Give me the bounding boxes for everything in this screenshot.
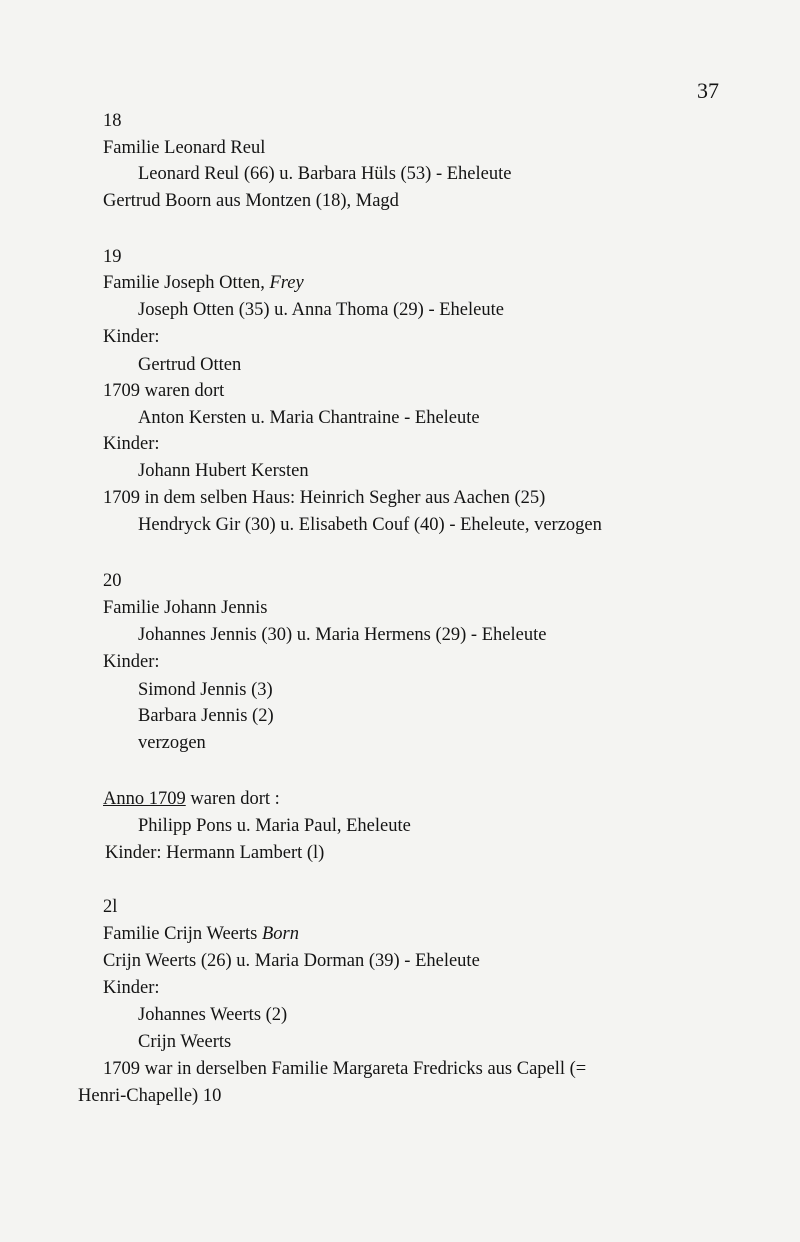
section-number: 18 xyxy=(103,111,122,131)
text-line: Kinder: Hermann Lambert (l) xyxy=(105,843,325,863)
text-line: Gertrud Boorn aus Montzen (18), Magd xyxy=(103,191,399,211)
text-line: Anton Kersten u. Maria Chantraine - Eheleute xyxy=(138,408,480,428)
section-title-italic: Frey xyxy=(269,273,304,293)
text-line: Crijn Weerts (26) u. Maria Dorman (39) - Eheleute xyxy=(103,951,480,971)
text-line: Henri-Chapelle) 10 xyxy=(78,1086,222,1106)
section-title: Familie Joseph Otten, Frey xyxy=(103,273,304,293)
text-line: Gertrud Otten xyxy=(138,355,242,375)
section-title: Familie Johann Jennis xyxy=(103,598,268,618)
text-line: Crijn Weerts xyxy=(138,1032,232,1052)
text-line: Leonard Reul (66) u. Barbara Hüls (53) - Eheleute xyxy=(138,164,512,184)
text-line: Johannes Jennis (30) u. Maria Hermens (29) - Eheleute xyxy=(138,625,547,645)
text-line: Johann Hubert Kersten xyxy=(138,461,309,481)
text-line: Kinder: xyxy=(103,434,160,454)
text-line: Kinder: xyxy=(103,978,160,998)
anno-line: Anno 1709 waren dort : xyxy=(103,789,280,809)
section-number: 19 xyxy=(103,247,122,267)
section-title-italic: Born xyxy=(262,924,299,944)
text-line: Kinder: xyxy=(103,652,160,672)
text-line: 1709 in dem selben Haus: Heinrich Segher aus Aachen (25) xyxy=(103,488,546,508)
text-line: verzogen xyxy=(138,733,206,753)
text-line: Hendryck Gir (30) u. Elisabeth Couf (40) - Eheleute, verzogen xyxy=(138,515,602,535)
text-line: 1709 waren dort xyxy=(103,381,225,401)
section-title: Familie Crijn Weerts Born xyxy=(103,924,299,944)
section-title: Familie Leonard Reul xyxy=(103,138,266,158)
section-number: 2l xyxy=(103,897,118,917)
text-line: Simond Jennis (3) xyxy=(138,680,273,700)
text-line: Johannes Weerts (2) xyxy=(138,1005,288,1025)
text-line: 1709 war in derselben Familie Margareta Fredricks aus Capell (= xyxy=(103,1059,587,1079)
text-line: Barbara Jennis (2) xyxy=(138,706,274,726)
text-line: Philipp Pons u. Maria Paul, Eheleute xyxy=(138,816,411,836)
anno-label: Anno 1709 xyxy=(103,789,186,809)
section-number: 20 xyxy=(103,571,122,591)
text-line: Joseph Otten (35) u. Anna Thoma (29) - Eheleute xyxy=(138,300,504,320)
text-line: Kinder: xyxy=(103,327,160,347)
page-number: 37 xyxy=(697,78,719,103)
